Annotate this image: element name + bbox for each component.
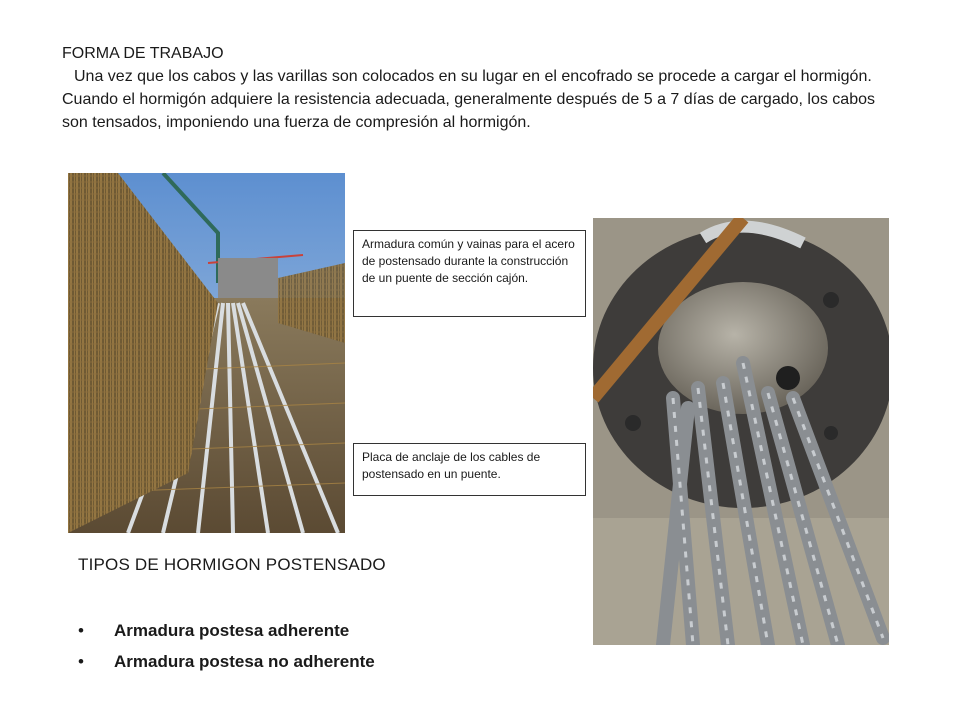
list-item-label: Armadura postesa no adherente xyxy=(114,652,375,671)
list-item xyxy=(78,646,375,677)
intro-text xyxy=(62,42,902,134)
intro-paragraph-1: Una vez que los cabos y las varillas son colocados en su lugar en el encofrado se procede a cargar el hormigón. xyxy=(74,68,872,85)
list-item xyxy=(78,615,375,646)
bullet: • xyxy=(78,621,84,640)
caption-anchor-plate: Placa de anclaje de los cables de postensado en un puente. xyxy=(353,443,586,496)
anchor-plate-image xyxy=(593,218,889,645)
bullet: • xyxy=(78,652,84,671)
list-item-label: Armadura postesa adherente xyxy=(114,621,350,640)
intro-paragraph-2: Cuando el hormigón adquiere la resistencia adecuada, generalmente después de 5 a 7 días de cargado, los cabos son tensados, imponiendo una fuerza de compresión al hormigón. xyxy=(62,91,875,131)
caption-box-girder: Armadura común y vainas para el acero de postensado durante la construcción de un puente de sección cajón. xyxy=(353,230,586,317)
intro-heading: FORMA DE TRABAJO xyxy=(62,45,224,62)
types-list xyxy=(78,615,375,677)
rebar-cage-image xyxy=(68,173,345,533)
anchor-plate-photo xyxy=(593,218,889,645)
types-title: TIPOS DE HORMIGON POSTENSADO xyxy=(78,555,386,574)
rebar-cage-photo xyxy=(68,173,345,533)
